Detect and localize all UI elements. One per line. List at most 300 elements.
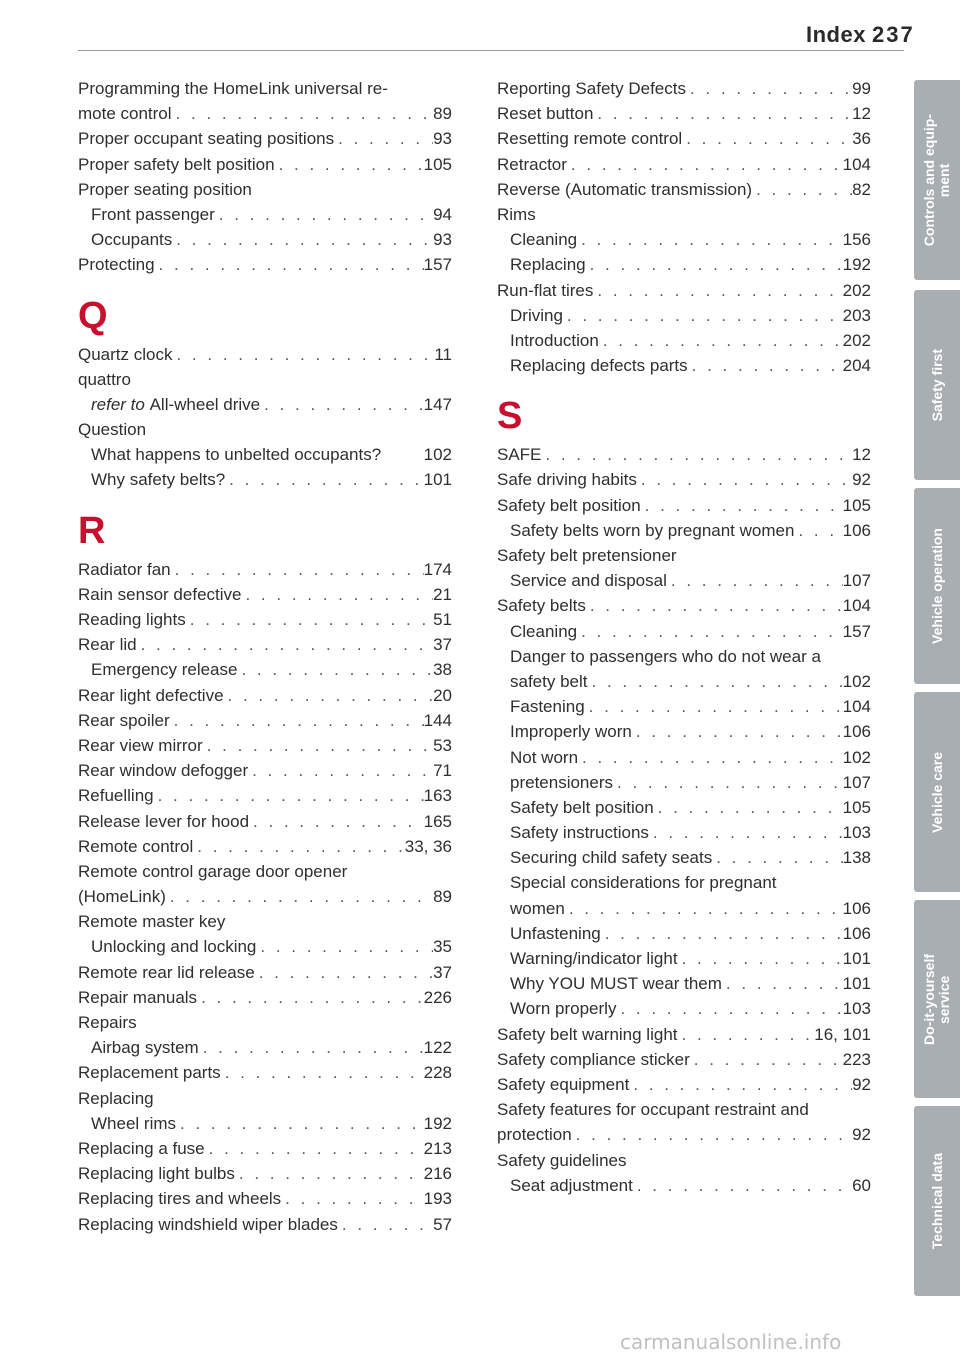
chapter-tab[interactable] <box>914 290 960 480</box>
entry-page[interactable]: 92 <box>852 1074 871 1094</box>
index-entry <box>78 1136 452 1161</box>
entry-label: Improperly worn <box>510 722 632 742</box>
entry-label: Emergency release <box>91 660 238 680</box>
entry-label: Replacing windshield wiper blades <box>78 1214 338 1234</box>
index-entry <box>78 607 452 632</box>
entry-label: (HomeLink) <box>78 887 166 907</box>
index-entry <box>497 303 871 328</box>
entry-label: Retractor <box>497 154 567 174</box>
index-entry <box>497 719 871 744</box>
entry-label: Special considerations for pregnant <box>510 873 777 893</box>
index-entry <box>497 946 871 971</box>
index-entry <box>78 1010 452 1035</box>
entry-label: Replacing tires and wheels <box>78 1189 282 1209</box>
entry-label: Safety belt position <box>497 495 641 515</box>
leader-dots <box>563 303 843 328</box>
chapter-tab[interactable] <box>914 900 960 1098</box>
entry-page[interactable]: 99 <box>852 79 871 98</box>
entry-label: Safe driving habits <box>497 470 637 490</box>
index-entry <box>78 342 452 367</box>
leader-dots <box>154 783 424 808</box>
leader-dots <box>752 177 852 202</box>
entry-page[interactable]: 11 <box>434 344 452 364</box>
header-title: Index <box>806 22 866 47</box>
entry-page[interactable]: 202 <box>842 330 871 350</box>
chapter-tab[interactable] <box>914 692 960 892</box>
entry-page[interactable]: 156 <box>842 230 871 250</box>
entry-label: Unlocking and locking <box>91 937 257 957</box>
leader-dots <box>256 934 433 959</box>
leader-dots <box>171 557 424 582</box>
entry-label: Replacing a fuse <box>78 1138 205 1158</box>
entry-page[interactable]: 12 <box>852 445 871 465</box>
index-entry <box>78 733 452 758</box>
entry-label: Why safety belts? <box>91 470 226 490</box>
entry-label: Rims <box>497 204 536 224</box>
index-entry <box>78 884 452 909</box>
leader-dots <box>224 683 434 708</box>
leader-dots <box>334 126 433 151</box>
index-entry <box>78 392 452 417</box>
entry-label: Reporting Safety Defects <box>497 79 686 98</box>
entry-page[interactable]: 102 <box>842 747 871 767</box>
entry-label: Danger to passengers who do not wear a <box>510 646 821 666</box>
entry-label: Rain sensor defective <box>78 584 242 604</box>
index-entry <box>78 1186 452 1211</box>
leader-dots <box>255 960 433 985</box>
chapter-tab-label: Vehicle operation <box>928 528 945 644</box>
leader-dots <box>577 227 843 252</box>
entry-page[interactable]: 16, 101 <box>814 1024 871 1044</box>
entry-label: Protecting <box>78 255 155 275</box>
entry-page[interactable]: 37 <box>433 962 452 982</box>
entry-label: Rear spoiler <box>78 710 170 730</box>
entry-label: What happens to unbelted occupants? <box>91 445 382 465</box>
entry-page[interactable]: 202 <box>842 280 871 300</box>
index-entry <box>78 417 452 442</box>
leader-dots <box>215 202 433 227</box>
entry-label: safety belt <box>510 671 588 691</box>
index-entry <box>497 328 871 353</box>
entry-page[interactable]: 107 <box>842 772 871 792</box>
index-entry <box>497 795 871 820</box>
entry-label-text: All-wheel drive <box>149 394 261 414</box>
section-letter: Q <box>78 294 108 337</box>
entry-label: Rear window defogger <box>78 761 249 781</box>
entry-label: protection <box>497 1125 572 1145</box>
entry-label: Seat adjustment <box>510 1175 633 1195</box>
index-entry <box>78 227 452 252</box>
entry-label: Safety belt pretensioner <box>497 546 677 565</box>
entry-label: Front passenger <box>91 204 215 224</box>
entry-page[interactable]: 226 <box>423 987 452 1007</box>
entry-page[interactable]: 36 <box>852 129 871 149</box>
index-entry <box>78 632 452 657</box>
leader-dots <box>637 467 852 492</box>
index-entry <box>497 770 871 795</box>
entry-label: Replacing <box>78 1088 154 1108</box>
leader-dots <box>172 101 434 126</box>
leader-dots <box>176 1111 424 1136</box>
leader-dots <box>166 884 433 909</box>
entry-label: Proper occupant seating positions <box>78 129 335 149</box>
entry-page[interactable]: 104 <box>842 596 871 616</box>
index-entry <box>78 442 452 467</box>
entry-page[interactable]: 103 <box>842 999 871 1019</box>
entry-page[interactable]: 213 <box>423 1138 452 1158</box>
entry-label: Radiator fan <box>78 559 171 579</box>
index-entry <box>78 859 452 884</box>
index-entry <box>497 442 871 467</box>
leader-dots <box>235 1161 424 1186</box>
entry-label: Replacement parts <box>78 1063 221 1083</box>
index-entry <box>497 1097 871 1122</box>
index-entry <box>78 834 452 859</box>
leader-dots <box>722 971 843 996</box>
entry-label: Introduction <box>510 330 599 350</box>
index-entry <box>497 1047 871 1072</box>
entry-label: mote control <box>78 104 172 124</box>
entry-label: Worn properly <box>510 999 617 1019</box>
section-letter: S <box>497 395 523 438</box>
index-entry <box>78 1212 452 1237</box>
leader-dots <box>632 719 843 744</box>
leader-dots <box>338 1212 433 1237</box>
entry-page[interactable]: 157 <box>842 621 871 641</box>
leader-dots <box>203 733 433 758</box>
entry-page[interactable]: 147 <box>423 394 452 414</box>
entry-page[interactable]: 174 <box>423 559 452 579</box>
entry-label: Remote control garage door opener <box>78 861 348 881</box>
entry-label: Replacing <box>510 255 586 275</box>
index-entry <box>497 76 871 101</box>
entry-page[interactable]: 105 <box>842 797 871 817</box>
leader-dots <box>629 1072 852 1097</box>
entry-label: Cleaning <box>510 621 578 641</box>
chapter-tab-label: Vehicle care <box>928 751 945 833</box>
entry-label: Reading lights <box>78 610 186 629</box>
leader-dots <box>567 152 843 177</box>
entry-label: Refuelling <box>78 786 154 806</box>
index-entry <box>497 101 871 126</box>
entry-label: Why YOU MUST wear them <box>510 974 722 994</box>
entry-label: Occupants <box>91 230 173 250</box>
entry-label: Warning/indicator light <box>510 949 678 968</box>
entry-label: Replacing defects parts <box>510 356 688 376</box>
entry-page[interactable]: 35 <box>433 937 452 957</box>
leader-dots <box>577 619 843 644</box>
leader-dots <box>678 1022 815 1047</box>
entry-page[interactable]: 93 <box>433 129 452 149</box>
entry-page[interactable]: 51 <box>433 610 452 629</box>
entry-label: Safety belts worn by pregnant women <box>510 520 795 540</box>
leader-dots <box>199 1035 424 1060</box>
entry-label: Driving <box>510 305 563 325</box>
entry-page[interactable]: 60 <box>852 1175 871 1195</box>
index-entry <box>497 1122 871 1147</box>
index-entry <box>78 101 452 126</box>
leader-dots <box>172 342 434 367</box>
leader-dots <box>649 820 843 845</box>
entry-page[interactable]: 33, 36 <box>404 836 452 856</box>
index-entry <box>78 783 452 808</box>
leader-dots <box>585 694 843 719</box>
entry-page[interactable]: 193 <box>423 1189 452 1209</box>
entry-page[interactable]: 37 <box>433 635 452 655</box>
leader-dots <box>186 607 433 632</box>
index-entry <box>78 809 452 834</box>
entry-label: Safety instructions <box>510 823 649 843</box>
index-entry <box>497 518 871 543</box>
leader-dots <box>599 328 843 353</box>
entry-page[interactable]: 53 <box>433 735 452 755</box>
index-entry <box>78 152 452 177</box>
entry-label: SAFE <box>497 445 542 465</box>
index-entry <box>497 820 871 845</box>
entry-page[interactable]: 38 <box>433 660 452 680</box>
entry-page[interactable]: 223 <box>842 1049 871 1069</box>
index-entry <box>78 177 452 202</box>
watermark: carmanualsonline.info <box>620 1330 842 1354</box>
index-entry <box>497 1022 871 1047</box>
index-entry <box>78 985 452 1010</box>
leader-dots <box>712 845 842 870</box>
index-entry <box>78 960 452 985</box>
index-entry <box>497 845 871 870</box>
index-entry <box>497 644 871 669</box>
index-column-left <box>78 76 452 1237</box>
index-entry <box>497 1148 871 1173</box>
entry-page[interactable]: 94 <box>433 204 452 224</box>
chapter-tab[interactable] <box>914 1106 960 1296</box>
leader-dots <box>225 467 423 492</box>
index-entry <box>497 921 871 946</box>
index-entry <box>497 278 871 303</box>
leader-dots <box>633 1173 852 1198</box>
entry-page[interactable]: 12 <box>852 104 871 124</box>
leader-dots <box>197 985 424 1010</box>
index-entry <box>78 758 452 783</box>
chapter-tab-label: Do-it-yourself service <box>921 953 952 1045</box>
entry-page[interactable]: 216 <box>423 1164 452 1184</box>
entry-page[interactable]: 106 <box>842 923 871 943</box>
leader-dots <box>613 770 843 795</box>
entry-page[interactable]: 71 <box>433 761 452 781</box>
index-entry <box>497 152 871 177</box>
entry-page[interactable]: 93 <box>433 230 452 250</box>
leader-dots <box>172 227 433 252</box>
entry-label: Remote control <box>78 836 194 856</box>
chapter-tab-label: Safety first <box>928 348 945 422</box>
entry-page[interactable]: 105 <box>842 495 871 515</box>
chapter-tab[interactable] <box>914 488 960 684</box>
index-column-right <box>497 76 871 1198</box>
entry-page[interactable]: 101 <box>423 470 452 490</box>
leader-dots <box>616 996 842 1021</box>
entry-page[interactable]: 204 <box>842 356 871 376</box>
entry-page[interactable]: 102 <box>423 445 452 465</box>
entry-page[interactable]: 104 <box>842 154 871 174</box>
entry-label: Airbag system <box>91 1038 199 1058</box>
entry-label: Safety compliance sticker <box>497 1049 690 1069</box>
header-rule <box>78 50 904 51</box>
leader-dots <box>541 442 852 467</box>
entry-label: Remote master key <box>78 912 226 932</box>
index-entry <box>78 367 452 392</box>
entry-label: women <box>510 898 565 918</box>
entry-label: quattro <box>78 369 131 389</box>
entry-label: Rear view mirror <box>78 735 203 755</box>
entry-page[interactable]: 101 <box>842 949 871 968</box>
index-entry <box>497 870 871 895</box>
entry-label <box>91 392 260 417</box>
index-entry <box>78 557 452 582</box>
entry-page[interactable]: 192 <box>842 255 871 275</box>
entry-label: Quartz clock <box>78 344 173 364</box>
index-entry <box>78 126 452 151</box>
index-entry <box>497 493 871 518</box>
index-entry <box>78 467 452 492</box>
entry-page[interactable]: 138 <box>842 848 871 868</box>
index-entry <box>497 996 871 1021</box>
leader-dots <box>667 568 843 593</box>
chapter-tab[interactable] <box>914 80 960 280</box>
entry-page[interactable]: 157 <box>423 255 452 275</box>
leader-dots <box>205 1136 424 1161</box>
index-entry <box>497 593 871 618</box>
index-entry <box>78 1111 452 1136</box>
entry-label: Run-flat tires <box>497 280 594 300</box>
index-entry <box>78 683 452 708</box>
leader-dots <box>578 745 843 770</box>
index-entry <box>497 971 871 996</box>
entry-page[interactable]: 106 <box>842 898 871 918</box>
leader-dots <box>275 152 424 177</box>
entry-label: Safety belt warning light <box>497 1024 678 1044</box>
entry-label: Reverse (Automatic transmission) <box>497 179 753 199</box>
index-entry <box>497 1173 871 1198</box>
entry-page[interactable]: 89 <box>433 887 452 907</box>
index-entry <box>497 227 871 252</box>
leader-dots <box>193 834 404 859</box>
index-entry <box>497 353 871 378</box>
entry-page[interactable]: 92 <box>852 470 871 490</box>
leader-dots <box>237 657 433 682</box>
leader-dots <box>137 632 433 657</box>
entry-label: Reset button <box>497 104 594 124</box>
entry-page[interactable]: 163 <box>423 786 452 806</box>
index-entry <box>497 694 871 719</box>
index-entry <box>78 202 452 227</box>
entry-label: Rear light defective <box>78 685 224 705</box>
entry-page[interactable]: 57 <box>433 1214 452 1234</box>
entry-page[interactable]: 89 <box>433 104 452 124</box>
entry-label: Fastening <box>510 697 585 717</box>
entry-page[interactable]: 228 <box>423 1063 452 1083</box>
entry-label: Remote rear lid release <box>78 962 255 982</box>
entry-label: Repair manuals <box>78 987 198 1007</box>
entry-label: Programming the HomeLink universal re- <box>78 79 388 98</box>
index-entry <box>78 909 452 934</box>
entry-page[interactable]: 106 <box>842 722 871 742</box>
index-entry <box>78 1086 452 1111</box>
leader-dots <box>572 1122 852 1147</box>
entry-label: Safety belts <box>497 596 586 616</box>
entry-page[interactable]: 103 <box>842 823 871 843</box>
entry-label: Resetting remote control <box>497 129 683 149</box>
index-entry <box>497 1072 871 1097</box>
entry-label: Safety features for occupant restraint and <box>497 1100 809 1120</box>
entry-label: Release lever for hood <box>78 811 250 831</box>
index-entry <box>497 543 871 568</box>
entry-label: Safety guidelines <box>497 1150 627 1170</box>
index-entry <box>497 252 871 277</box>
entry-page[interactable]: 102 <box>842 671 871 691</box>
entry-page[interactable]: 203 <box>842 305 871 325</box>
index-entry <box>78 76 452 101</box>
index-entry <box>497 467 871 492</box>
leader-dots <box>678 946 843 971</box>
entry-page[interactable]: 106 <box>842 520 871 540</box>
index-entry <box>78 1161 452 1186</box>
leader-dots <box>588 669 843 694</box>
index-entry <box>78 1035 452 1060</box>
entry-label: Rear lid <box>78 635 137 655</box>
entry-page[interactable]: 107 <box>842 571 871 591</box>
entry-page[interactable]: 144 <box>423 710 452 730</box>
leader-dots <box>690 1047 843 1072</box>
index-entry <box>497 669 871 694</box>
leader-dots <box>281 1186 423 1211</box>
entry-page[interactable]: 122 <box>423 1038 452 1058</box>
index-entry <box>78 1060 452 1085</box>
entry-label: Replacing light bulbs <box>78 1164 235 1184</box>
entry-label: Proper seating position <box>78 179 252 199</box>
entry-page[interactable]: 101 <box>842 974 871 994</box>
entry-label: Safety belt position <box>510 797 654 817</box>
index-entry <box>78 582 452 607</box>
entry-page[interactable]: 192 <box>423 1113 452 1133</box>
leader-dots <box>260 392 423 417</box>
leader-dots <box>593 101 852 126</box>
entry-page[interactable]: 104 <box>842 697 871 717</box>
index-entry <box>78 657 452 682</box>
leader-dots <box>686 76 852 101</box>
entry-label: pretensioners <box>510 772 614 792</box>
entry-label: Securing child safety seats <box>510 848 713 868</box>
entry-page[interactable]: 105 <box>423 154 452 174</box>
entry-page[interactable]: 165 <box>423 811 452 831</box>
leader-dots <box>586 252 843 277</box>
chapter-tab-label: Controls and equip- ment <box>921 113 952 247</box>
leader-dots <box>593 278 842 303</box>
entry-label: Question <box>78 420 147 440</box>
entry-page[interactable]: 21 <box>433 584 452 604</box>
leader-dots <box>248 758 433 783</box>
entry-label: Repairs <box>78 1013 137 1032</box>
entry-label: Safety equipment <box>497 1074 630 1094</box>
chapter-tab-label: Technical data <box>928 1152 945 1250</box>
entry-page[interactable]: 20 <box>433 685 452 705</box>
leader-dots <box>688 353 843 378</box>
leader-dots <box>641 493 843 518</box>
index-entry <box>78 708 452 733</box>
index-entry <box>78 934 452 959</box>
entry-page[interactable]: 92 <box>852 1125 871 1145</box>
entry-page[interactable]: 82 <box>852 179 871 199</box>
index-entry <box>497 896 871 921</box>
section-letter: R <box>78 509 106 552</box>
